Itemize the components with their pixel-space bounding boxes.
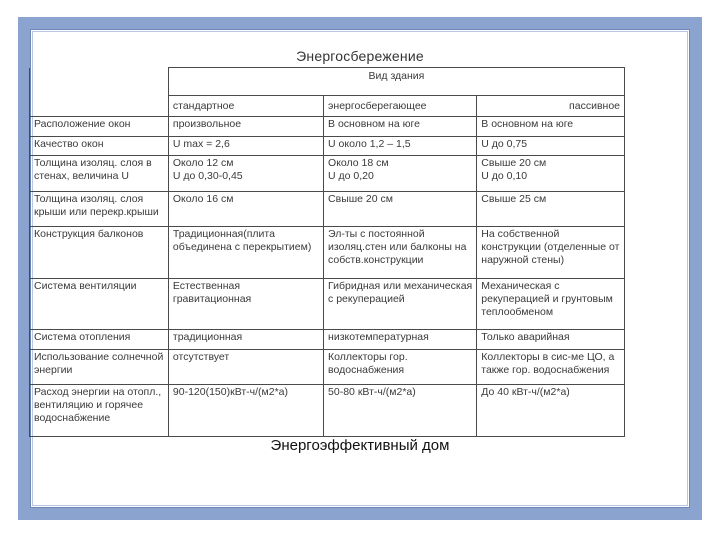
table-cell: До 40 кВт-ч/(м2*а) [477,385,625,437]
table-cell: В основном на юге [477,117,625,137]
table-cell: Около 18 см U до 0,20 [324,156,477,192]
row-label: Расположение окон [30,117,169,137]
table-cell: U max = 2,6 [168,136,323,156]
table-row [30,385,625,437]
row-label: Система вентиляции [30,278,169,329]
slide-caption: Энергоэффективный дом [270,437,450,454]
group-header: Вид здания [168,68,624,96]
table-cell: U до 0,75 [477,136,625,156]
table-cell: Эл-ты с постоянной изоляц.стен или балконы на собств.конструкции [324,227,477,278]
table-cell: Только аварийная [477,330,625,350]
table-cell: произвольное [168,117,323,137]
comparison-table [29,67,625,437]
table-cell: На собственной конструкции (отделенные от наружной стены) [477,227,625,278]
table-cell: 90-120(150)кВт-ч/(м2*а) [168,385,323,437]
table-row [30,156,625,192]
column-header-energy-saving: энергосберегающее [324,96,477,117]
row-label: Качество окон [30,136,169,156]
table-cell: Коллекторы в сис-ме ЦО, а также гор. водоснабжения [477,349,625,385]
table-cell: Свыше 20 см U до 0,10 [477,156,625,192]
table-cell: низкотемпературная [324,330,477,350]
row-label: Система отопления [30,330,169,350]
table-cell: Гибридная или механическая с рекуперацией [324,278,477,329]
slide-title: Энергосбережение [296,48,424,64]
column-header-standard: стандартное [168,96,323,117]
row-label: Толщина изоляц. слоя крыши или перекр.крыши [30,191,169,227]
table-cell: U около 1,2 – 1,5 [324,136,477,156]
table-cell: Традиционная(плита объединена с перекрытием) [168,227,323,278]
table-row [30,191,625,227]
table-cell: Около 16 см [168,191,323,227]
row-label: Использование солнечной энергии [30,349,169,385]
table-cell: Свыше 20 см [324,191,477,227]
table-cell: традиционная [168,330,323,350]
table-cell: Коллекторы гор. водоснабжения [324,349,477,385]
comparison-table-wrap [29,67,625,437]
row-label: Конструкция балконов [30,227,169,278]
table-row [30,349,625,385]
table-cell: Свыше 25 см [477,191,625,227]
table-cell: В основном на юге [324,117,477,137]
column-header-passive: пассивное [477,96,625,117]
row-label: Толщина изоляц. слоя в стенах, величина U [30,156,169,192]
corner-cell [30,68,169,117]
table-row [30,278,625,329]
table-cell: Естественная гравитационная [168,278,323,329]
table-cell: Около 12 см U до 0,30-0,45 [168,156,323,192]
row-label: Расход энергии на отопл., вентиляцию и горячее водоснабжение [30,385,169,437]
table-cell: 50-80 кВт-ч/(м2*а) [324,385,477,437]
table-row [30,227,625,278]
table-cell: Механическая с рекуперацией и грунтовым теплообменом [477,278,625,329]
table-row [30,330,625,350]
table-row [30,136,625,156]
table-row [30,117,625,137]
table-cell: отсутствует [168,349,323,385]
